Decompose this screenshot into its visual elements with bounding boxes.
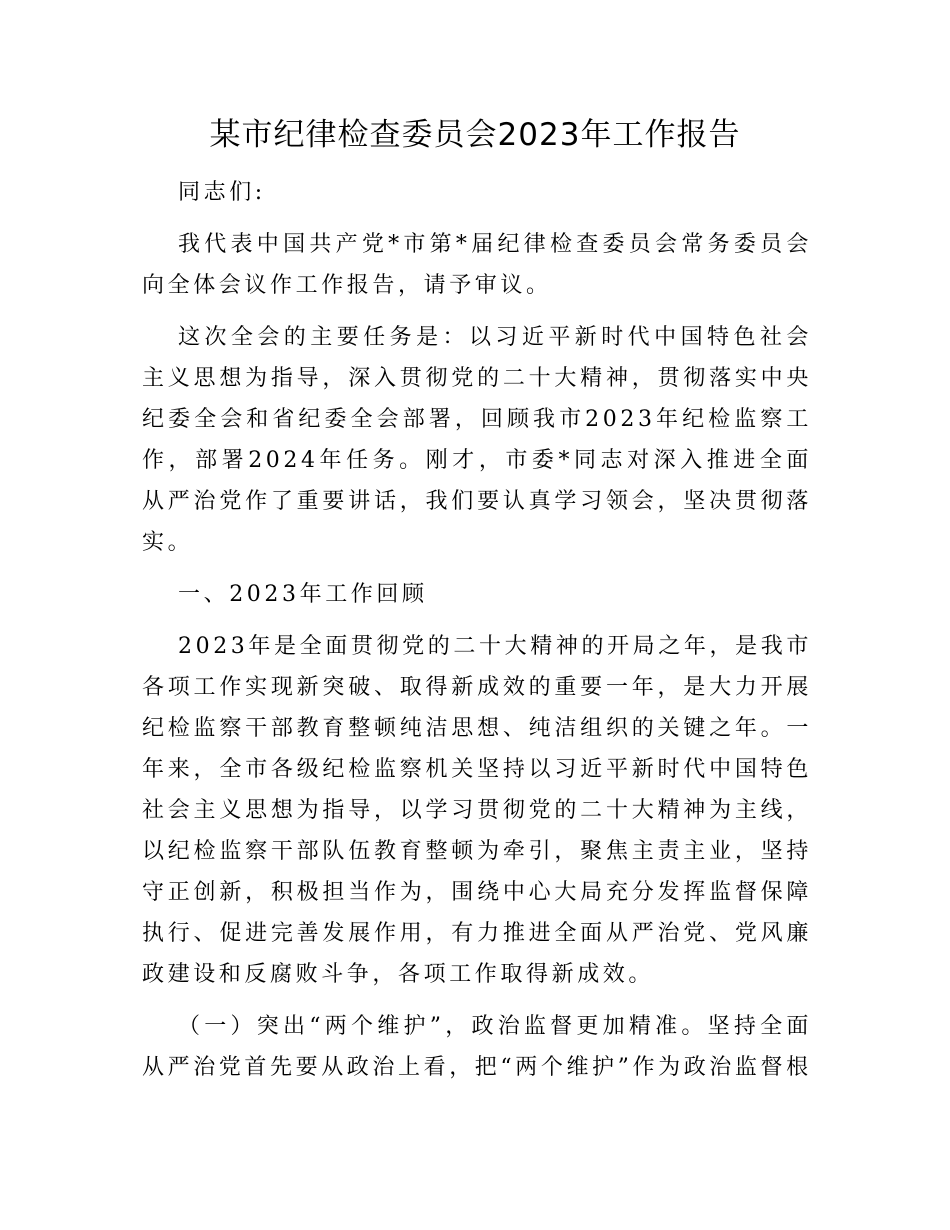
paragraph-political-supervision: （一）突出“两个维护”，政治监督更加精准。坚持全面从严治党首先要从政治上看，把“两个维护”作为政治监督根	[142, 1014, 812, 1080]
paragraph-review: 2023年是全面贯彻党的二十大精神的开局之年，是我市各项工作实现新突破、取得新成效的重要一年，是大力开展纪检监察干部教育整顿纯洁思想、纯洁组织的关键之年。一年来，全市各级纪检监察机关坚持以习近平新时代中国特色社会主义思想为指导，以学习贯彻党的二十大精神为主线，以纪检监察干部队伍教育整顿为牵引，聚焦主责主业，坚持守正创新，积极担当作为，围绕中心大局充分发挥监督保障执行、促进完善发展作用，有力推进全面从严治党、党风廉政建设和反腐败斗争，各项工作取得新成效。	[142, 634, 812, 987]
document-body	[142, 172, 812, 1099]
paragraph-intro: 我代表中国共产党*市第*届纪律检查委员会常务委员会向全体会议作工作报告，请予审议。	[142, 232, 812, 298]
salutation: 同志们:	[178, 180, 266, 205]
document-title: 某市纪律检查委员会2023年工作报告	[209, 117, 741, 153]
section-heading: 一、2023年工作回顾	[178, 582, 428, 607]
paragraph-tasks: 这次全会的主要任务是：以习近平新时代中国特色社会主义思想为指导，深入贯彻党的二十大精神，贯彻落实中央纪委全会和省纪委全会部署，回顾我市2023年纪检监察工作，部署2024年任务。刚才，市委*同志对深入推进全面从严治党作了重要讲话，我们要认真学习领会，坚决贯彻落实。	[142, 325, 812, 555]
